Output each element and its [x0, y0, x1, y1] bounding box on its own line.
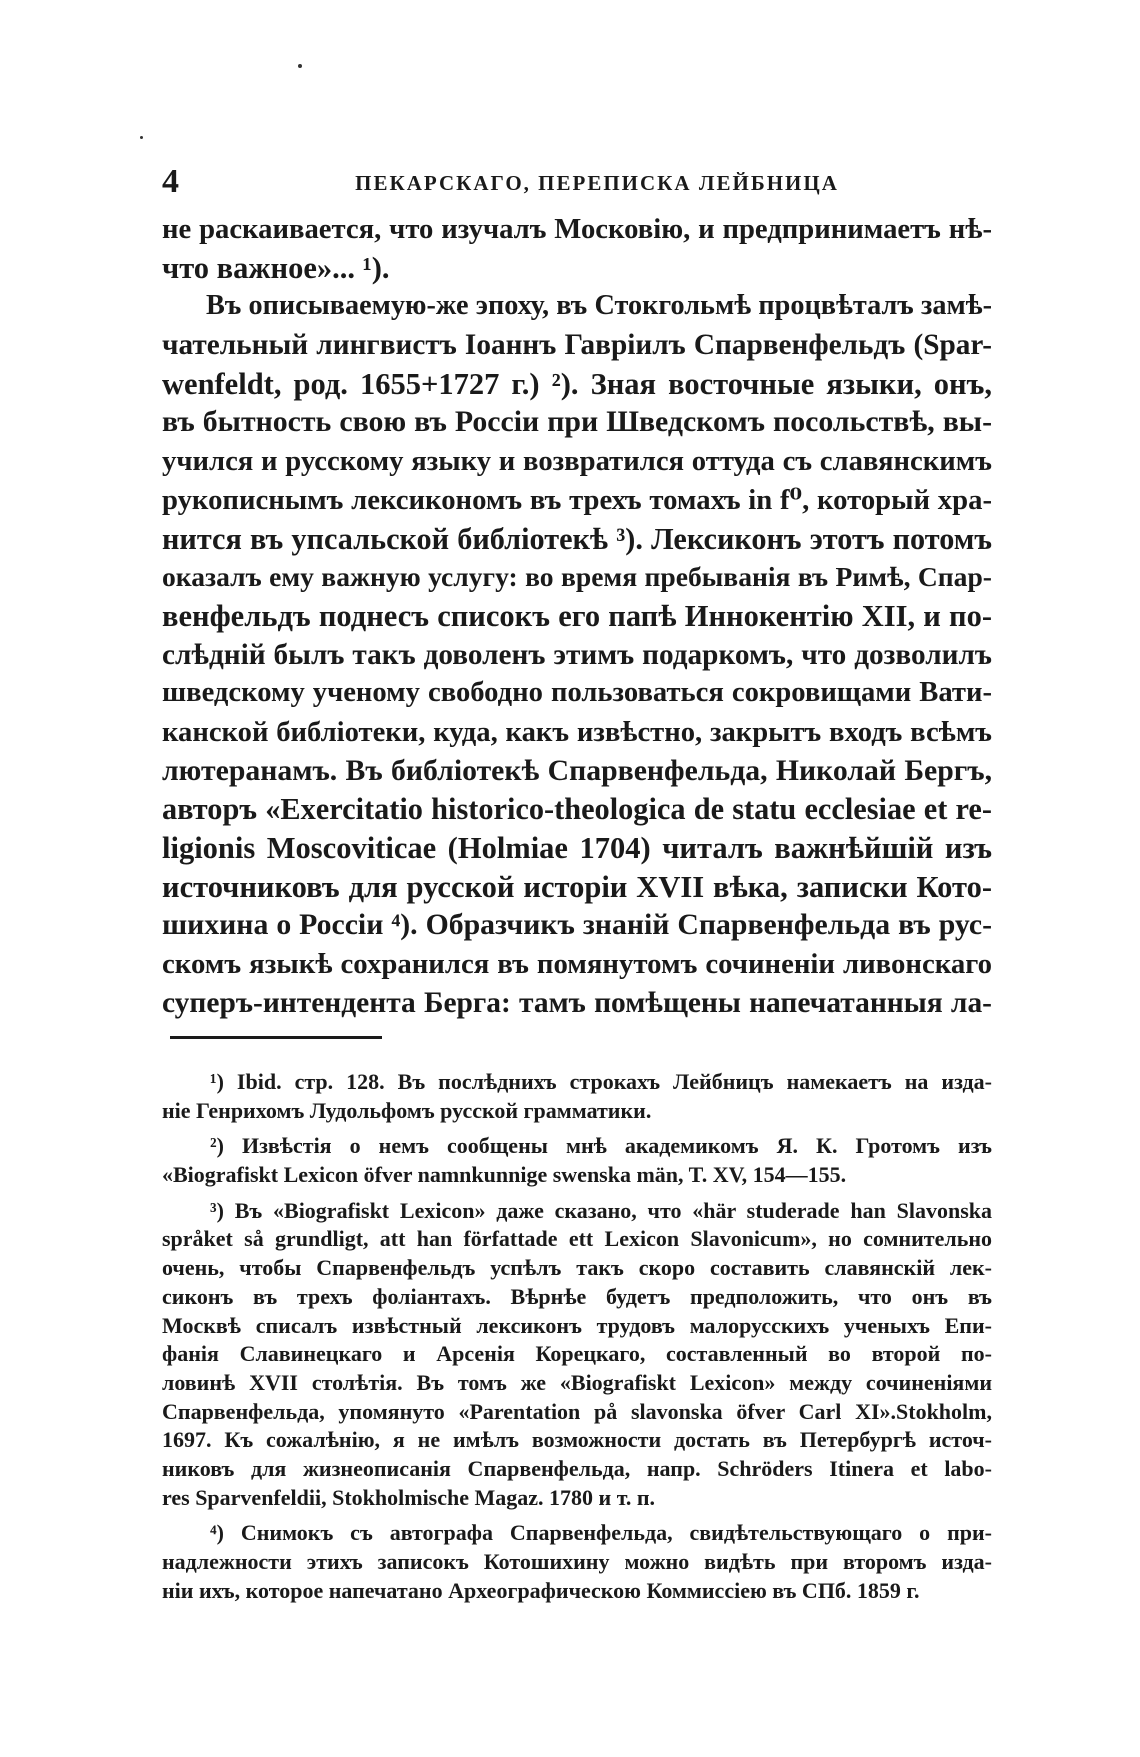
page-header — [162, 162, 992, 202]
footnote-line: фанія Славинецкаго и Арсенія Корецкаго, составленный во второй по- — [162, 1341, 992, 1367]
footnote-line: ⁴) Снимокъ съ автографа Спарвенфельда, свидѣтельствующаго о при- — [210, 1520, 992, 1546]
footnote-line: Спарвенфельда, упомянуто «Parentation på slavonska öfver Carl XI».Stokholm, — [162, 1398, 992, 1424]
print-speck — [140, 136, 143, 139]
running-head: ПЕКАРСКАГО, ПЕРЕПИСКА ЛЕЙБНИЦА — [355, 171, 839, 195]
text-line: чательный лингвистъ Іоаннъ Гавріилъ Спарвенфельдъ (Spar- — [162, 329, 992, 362]
footnote-line: språket så grundligt, att han författade ett Lexicon Slavonicum», но сомнительно — [162, 1226, 992, 1252]
text-line: шведскому ученому свободно пользоваться сокровищами Вати- — [162, 677, 992, 709]
text-line: въ бытность свою въ Россіи при Шведскомъ посольствѣ, вы- — [162, 405, 992, 439]
footnotes — [162, 1068, 992, 1605]
text-line: слѣдній былъ такъ доволенъ этимъ подаркомъ, что дозволилъ — [162, 638, 992, 671]
text-line: оказалъ ему важную услугу: во время пребыванія въ Римѣ, Спар- — [162, 561, 992, 593]
text-line: шихина о Россіи ⁴). Образчикъ знаній Спарвенфельда въ рус- — [162, 908, 992, 942]
text-line: канской библіотеки, куда, какъ извѣстно, закрытъ входъ всѣмъ — [162, 715, 992, 748]
footnote-line: ²) Извѣстія о немъ сообщены мнѣ академикомъ Я. К. Гротомъ изъ — [210, 1133, 992, 1159]
text-line: учился и русскому языку и возвратился оттуда съ славянскимъ — [162, 445, 992, 478]
footnote-line: «Biografiskt Lexicon öfver namnkunnige swenska män, T. XV, 154—155. — [162, 1162, 847, 1188]
footnote-line: надлежности этихъ записокъ Котошихину можно видѣть при второмъ изда- — [162, 1549, 992, 1574]
text-line: ligionis Moscoviticae (Holmiae 1704) читалъ важнѣйшій изъ — [162, 831, 992, 865]
footnote-line: ловинѣ XVII столѣтія. Въ томъ же «Biografiskt Lexicon» между сочиненіями — [162, 1369, 992, 1395]
footnote-line: никовъ для жизнеописанія Спарвенфельда, напр. Schröders Itinera et labo- — [162, 1455, 992, 1481]
text-line: суперъ-интендента Берга: тамъ помѣщены напечатанныя ла- — [162, 986, 992, 1019]
print-speck — [298, 64, 302, 68]
footnote-line: 1697. Къ сожалѣнію, я не имѣлъ возможности достать въ Петербургѣ источ- — [162, 1427, 992, 1453]
text-line: не раскаивается, что изучалъ Московію, и предпринимаетъ нѣ- — [162, 213, 992, 245]
text-line: что важное»... ¹). — [162, 250, 390, 285]
text-line: нится въ упсальской библіотекѣ ³). Лексиконъ этотъ потомъ — [162, 521, 992, 556]
text-line: источниковъ для русской исторіи XVII вѣка, записки Кото- — [162, 869, 992, 904]
footnote-line: Москвѣ списалъ извѣстный лексиконъ трудовъ малорусскихъ ученыхъ Епи- — [162, 1312, 992, 1338]
footnote-line: очень, чтобы Спарвенфельдъ успѣлъ такъ скоро составить славянскій лек- — [162, 1255, 992, 1281]
text-line: рукописнымъ лексикономъ въ трехъ томахъ in f⁰, который хра- — [162, 483, 992, 516]
main-text — [162, 210, 992, 1022]
text-line: Въ описываемую-же эпоху, въ Стокгольмѣ процвѣталъ замѣ- — [206, 290, 992, 322]
footnote-line: ³) Въ «Biografiskt Lexicon» даже сказано, что «här studerade han Slavonska — [210, 1197, 992, 1223]
text-line: wenfeldt, род. 1655+1727 г.) ²). Зная восточные языки, онъ, — [162, 366, 992, 401]
text-line: венфельдъ поднесъ списокъ его папѣ Иннокентію XII, и по- — [162, 598, 992, 633]
footnote-line: ніи ихъ, которое напечатано Археографическою Коммиссіею въ СПб. 1859 г. — [162, 1577, 920, 1603]
footnote-line: сиконъ въ трехъ фоліантахъ. Вѣрнѣе будетъ предположить, что онъ въ — [162, 1283, 992, 1309]
text-line: лютеранамъ. Въ библіотекѣ Спарвенфельда, Николай Бергъ, — [162, 753, 992, 787]
footnote-line: res Sparvenfeldii, Stokholmische Magaz. 1780 и т. п. — [162, 1484, 656, 1510]
footnote-line: ¹) Ibid. стр. 128. Въ послѣднихъ строкахъ Лейбницъ намекаетъ на изда- — [210, 1069, 992, 1094]
footnote-line: ніе Генрихомъ Лудольфомъ русской грамматики. — [162, 1097, 652, 1123]
text-line: авторъ «Exercitatio historico-theologica de statu ecclesiae et re- — [162, 792, 992, 827]
page-number: 4 — [162, 163, 179, 200]
text-line: скомъ языкѣ сохранился въ помянутомъ сочиненіи ливонскаго — [162, 948, 992, 981]
footnote-rule — [170, 1036, 382, 1039]
